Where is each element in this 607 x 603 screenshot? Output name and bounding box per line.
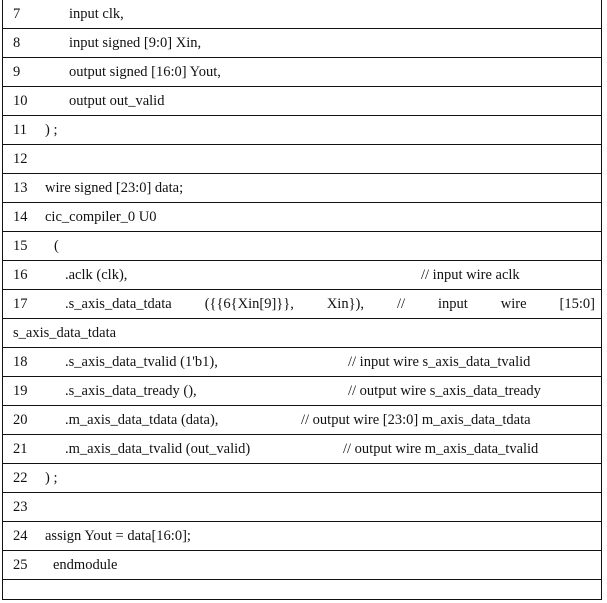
code-line (3, 551, 601, 580)
line-number: 10 (13, 93, 28, 109)
code-token: [15:0] (559, 296, 595, 312)
code-line (3, 174, 601, 203)
line-number: 18 (13, 354, 28, 370)
code-listing (2, 0, 602, 600)
code-line (3, 435, 601, 464)
line-code: assign Yout = data[16:0]; (45, 528, 191, 544)
code-token: // (396, 296, 406, 312)
code-line (3, 493, 601, 522)
line-code: .s_axis_data_tvalid (1'b1), (65, 354, 218, 370)
line-code: .s_axis_data_tready (), (65, 383, 197, 399)
code-token: input (438, 296, 468, 312)
line-number: 12 (13, 151, 28, 167)
code-line (3, 203, 601, 232)
code-line (3, 348, 601, 377)
code-line (3, 145, 601, 174)
code-line (3, 406, 601, 435)
line-comment: // input wire s_axis_data_tvalid (348, 354, 531, 370)
code-line (3, 116, 601, 145)
justified-code (65, 290, 595, 318)
code-line (3, 29, 601, 58)
line-number: 17 (13, 296, 28, 312)
line-number: 16 (13, 267, 28, 283)
code-line (3, 87, 601, 116)
line-comment: // output wire m_axis_data_tvalid (343, 441, 539, 457)
code-token: .s_axis_data_tdata (65, 296, 172, 312)
line-code: .m_axis_data_tvalid (out_valid) (65, 441, 251, 457)
line-code: ) ; (45, 122, 58, 138)
line-number: 8 (13, 35, 21, 51)
code-line (3, 464, 601, 493)
line-number: 23 (13, 499, 28, 515)
line-number: 14 (13, 209, 28, 225)
line-number: 21 (13, 441, 28, 457)
line-comment: // output wire [23:0] m_axis_data_tdata (301, 412, 531, 428)
line-code: cic_compiler_0 U0 (45, 209, 157, 225)
line-number: 9 (13, 64, 21, 80)
line-comment: // input wire aclk (421, 267, 520, 283)
code-token: ({{6{Xin[9]}}, (204, 296, 294, 312)
line-code: wire signed [23:0] data; (45, 180, 184, 196)
code-line (3, 377, 601, 406)
code-line (3, 522, 601, 551)
line-comment: // output wire s_axis_data_tready (348, 383, 541, 399)
line-number: 7 (13, 6, 21, 22)
line-code: endmodule (53, 557, 118, 573)
line-code: output out_valid (69, 93, 165, 109)
code-line (3, 232, 601, 261)
line-code: s_axis_data_tdata (13, 325, 117, 341)
code-token: Xin}), (326, 296, 364, 312)
line-number: 15 (13, 238, 28, 254)
line-code: ( (54, 238, 59, 254)
line-number: 22 (13, 470, 28, 486)
code-line (3, 319, 601, 348)
code-line (3, 290, 601, 319)
line-code: .aclk (clk), (65, 267, 128, 283)
code-line (3, 0, 601, 29)
line-code: ) ; (45, 470, 58, 486)
line-code: output signed [16:0] Yout, (69, 64, 221, 80)
line-number: 24 (13, 528, 28, 544)
line-number: 25 (13, 557, 28, 573)
line-code: input signed [9:0] Xin, (69, 35, 202, 51)
line-number: 13 (13, 180, 28, 196)
line-code: input clk, (69, 6, 124, 22)
code-token: wire (500, 296, 527, 312)
line-number: 20 (13, 412, 28, 428)
code-line (3, 261, 601, 290)
line-number: 19 (13, 383, 28, 399)
line-code: .m_axis_data_tdata (data), (65, 412, 219, 428)
line-number: 11 (13, 122, 27, 138)
code-line (3, 58, 601, 87)
